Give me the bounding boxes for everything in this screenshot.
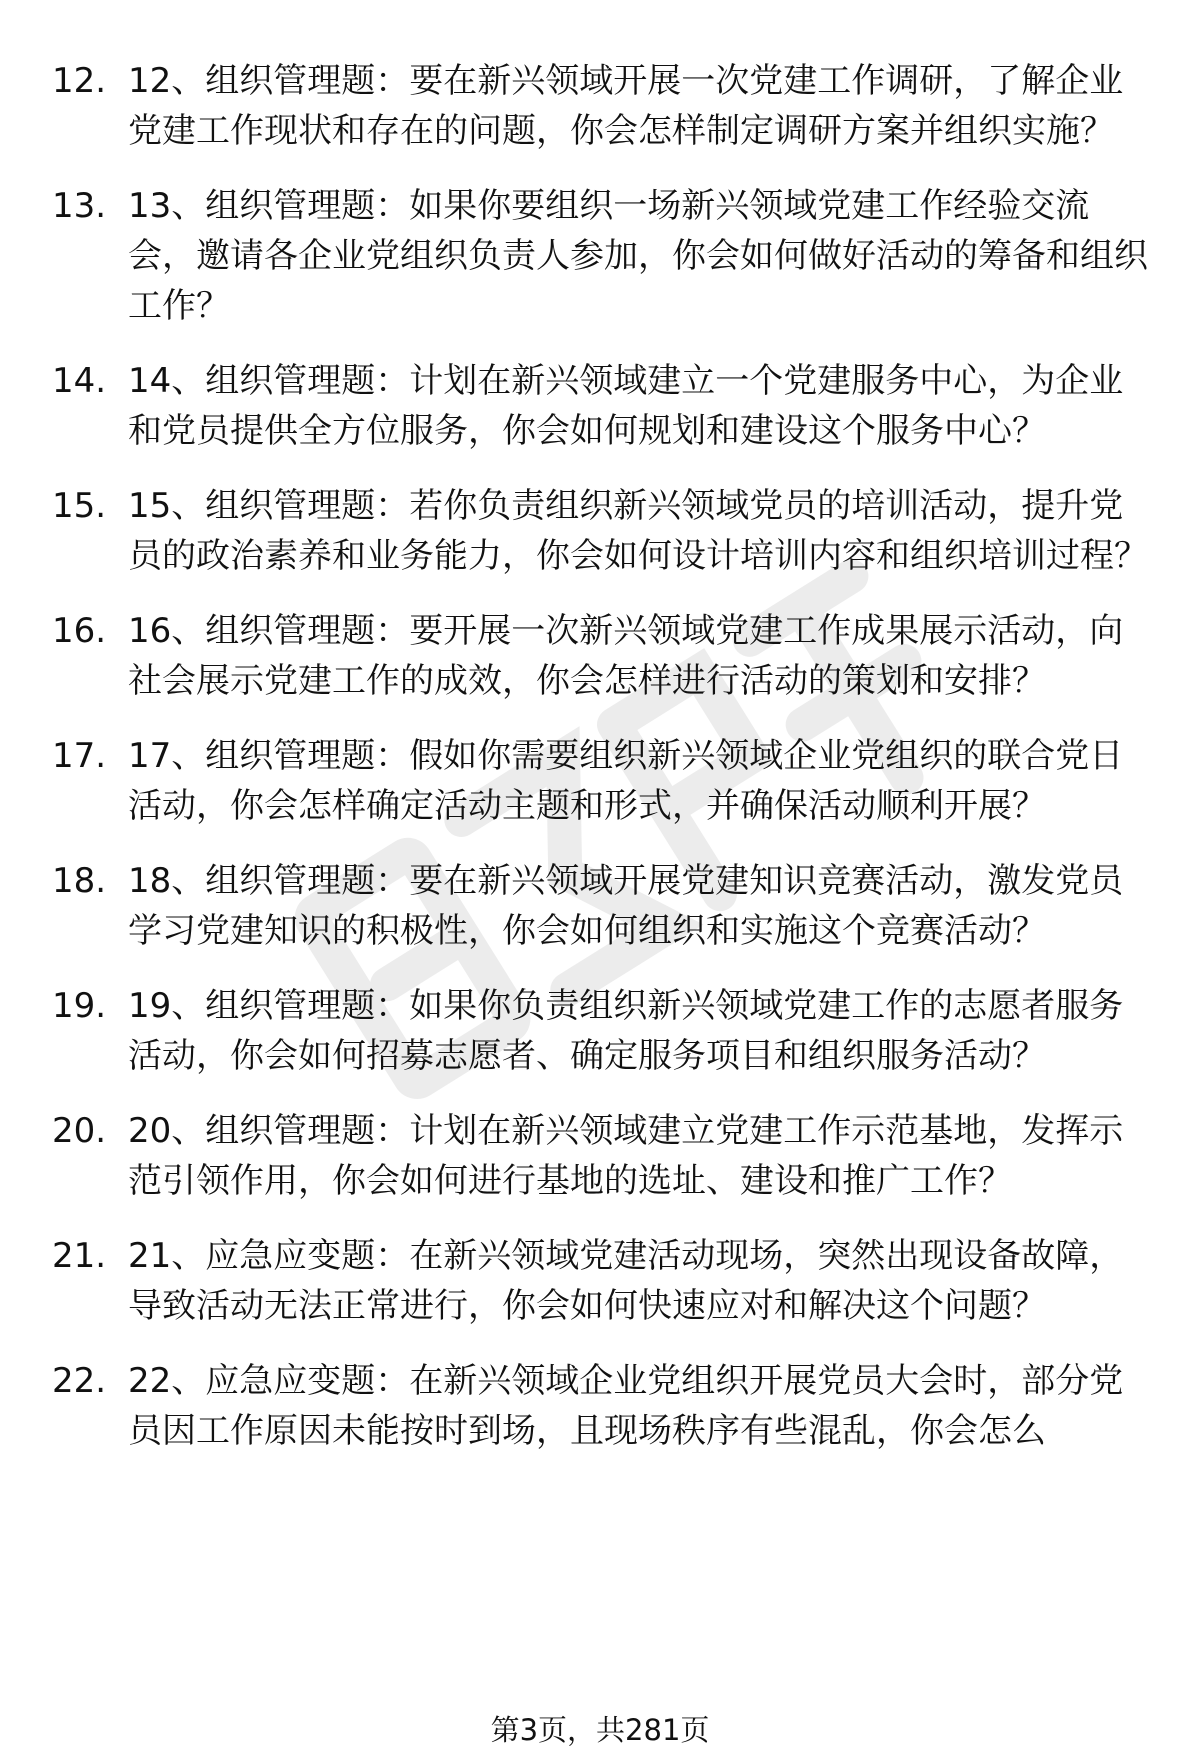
question-item bbox=[0, 856, 1200, 956]
question-item bbox=[0, 1106, 1200, 1206]
question-text: 20、组织管理题：计划在新兴领域建立党建工作示范基地，发挥示范引领作用，你会如何进行基地的选址、建设和推广工作？ bbox=[128, 1111, 1124, 1201]
question-item bbox=[0, 1231, 1200, 1331]
question-number: 12. bbox=[52, 61, 107, 101]
question-number: 19. bbox=[52, 986, 107, 1026]
question-number: 15. bbox=[52, 486, 107, 526]
question-number: 22. bbox=[52, 1361, 107, 1401]
question-number: 14. bbox=[52, 361, 107, 401]
question-item bbox=[0, 481, 1200, 581]
question-text: 14、组织管理题：计划在新兴领域建立一个党建服务中心，为企业和党员提供全方位服务，你会如何规划和建设这个服务中心？ bbox=[128, 361, 1124, 451]
question-number: 18. bbox=[52, 861, 107, 901]
question-text: 22、应急应变题：在新兴领域企业党组织开展党员大会时，部分党员因工作原因未能按时到场，且现场秩序有些混乱，你会怎么 bbox=[128, 1361, 1124, 1451]
question-number: 21. bbox=[52, 1236, 107, 1276]
question-item bbox=[0, 1356, 1200, 1456]
question-item bbox=[0, 731, 1200, 831]
question-number: 17. bbox=[52, 736, 107, 776]
question-number: 16. bbox=[52, 611, 107, 651]
question-item bbox=[0, 356, 1200, 456]
page-footer: 第3页，共281页 bbox=[490, 1713, 710, 1747]
question-item bbox=[0, 606, 1200, 706]
question-text: 12、组织管理题：要在新兴领域开展一次党建工作调研，了解企业党建工作现状和存在的问题，你会怎样制定调研方案并组织实施？ bbox=[128, 61, 1124, 151]
question-text: 21、应急应变题：在新兴领域党建活动现场，突然出现设备故障，导致活动无法正常进行，你会如何快速应对和解决这个问题？ bbox=[128, 1236, 1124, 1326]
question-number: 20. bbox=[52, 1111, 107, 1151]
question-text: 16、组织管理题：要开展一次新兴领域党建工作成果展示活动，向社会展示党建工作的成效，你会怎样进行活动的策划和安排？ bbox=[128, 611, 1124, 701]
question-item bbox=[0, 56, 1200, 156]
question-text: 13、组织管理题：如果你要组织一场新兴领域党建工作经验交流会，邀请各企业党组织负责人参加，你会如何做好活动的筹备和组织工作？ bbox=[128, 186, 1148, 326]
question-list bbox=[0, 56, 1200, 1481]
question-item bbox=[0, 181, 1200, 331]
question-text: 17、组织管理题：假如你需要组织新兴领域企业党组织的联合党日活动，你会怎样确定活动主题和形式，并确保活动顺利开展？ bbox=[128, 736, 1124, 826]
question-number: 13. bbox=[52, 186, 107, 226]
question-text: 15、组织管理题：若你负责组织新兴领域党员的培训活动，提升党员的政治素养和业务能力，你会如何设计培训内容和组织培训过程？ bbox=[128, 486, 1148, 576]
question-item bbox=[0, 981, 1200, 1081]
question-text: 18、组织管理题：要在新兴领域开展党建知识竞赛活动，激发党员学习党建知识的积极性，你会如何组织和实施这个竞赛活动？ bbox=[128, 861, 1124, 951]
question-text: 19、组织管理题：如果你负责组织新兴领域党建工作的志愿者服务活动，你会如何招募志愿者、确定服务项目和组织服务活动？ bbox=[128, 986, 1124, 1076]
